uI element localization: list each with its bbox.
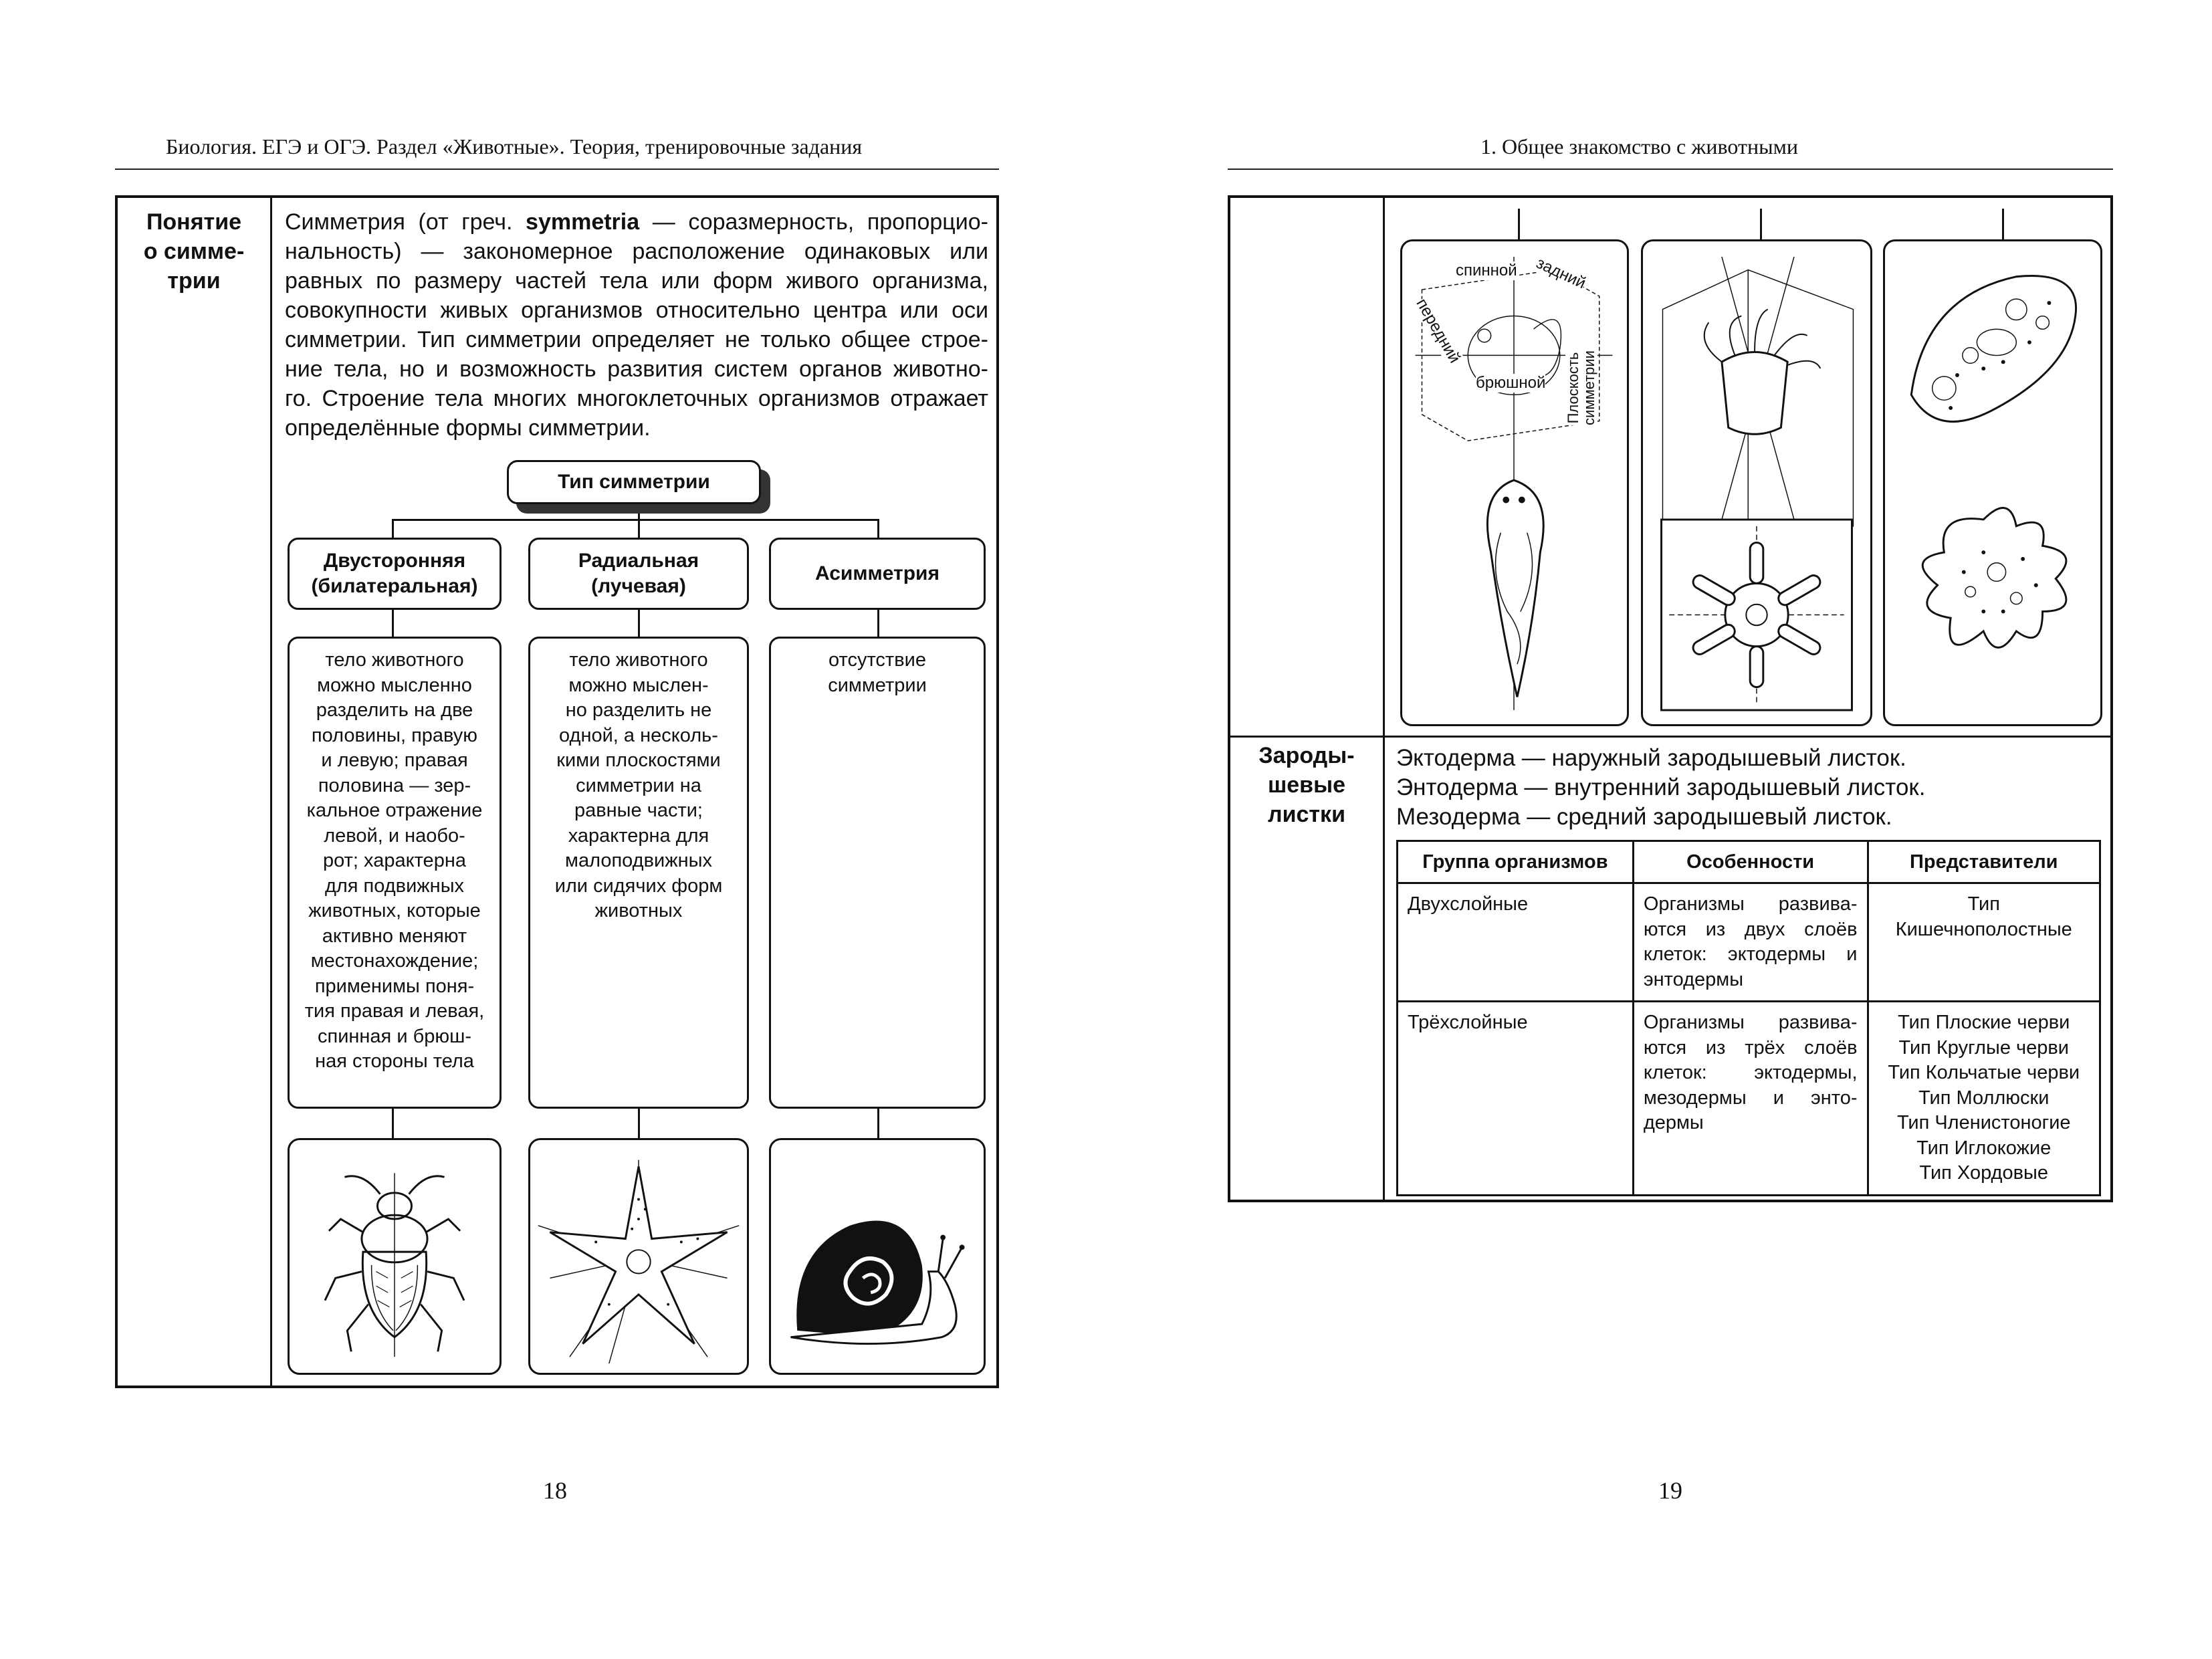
connector bbox=[392, 1109, 394, 1138]
label-dorsal: спинной bbox=[1456, 261, 1517, 280]
row-divider bbox=[1228, 736, 2113, 738]
symmetry-type-root: Тип симметрии bbox=[507, 460, 761, 504]
germ-layers-table bbox=[1396, 840, 2101, 1196]
connector bbox=[638, 1109, 640, 1138]
radial-type-box: Радиальная (лучевая) bbox=[528, 538, 749, 610]
connector bbox=[877, 519, 879, 539]
asymmetry-description: отсутствие симметрии bbox=[769, 637, 986, 1109]
running-head-left: Биология. ЕГЭ и ОГЭ. Раздел «Животные». Теория, тренировочные задания bbox=[166, 134, 863, 158]
connector bbox=[2002, 209, 2004, 241]
bilateral-description: тело животного можно мысленно разделить на две половины, правую и левую; правая половина — зер- кальное отражение левой, и наобо- рот; характерна для подвижных животных, которые активно меняют местонахождение; применимы поня- тия правая и левая, спинная и брюш- ная стороны тела bbox=[288, 637, 502, 1109]
asymmetry-examples-panel bbox=[1883, 239, 2102, 726]
label-ventral: брюшной bbox=[1476, 374, 1546, 392]
connector bbox=[1760, 209, 1762, 241]
connector bbox=[1518, 209, 1520, 241]
snail-image bbox=[769, 1138, 986, 1375]
connector bbox=[638, 519, 640, 539]
symmetry-definition: Симметрия (от греч. symmetria — соразмерность, пропорцио- нальность) — закономерное расположение одинаковых или равных по размеру частей тела или форм живого организма, совокупности живых организмов относительно центра или оси симметрии. Тип симметрии определяет не только общее строе- ние тела, но и возможность развития систем органов животно- го. Строение тела многих многоклеточных организмов отражает определённые формы симметрии. bbox=[285, 209, 988, 441]
features-cell: Организмы развива- ются из двух слоёв клеток: эктодермы и энтодермы bbox=[1633, 883, 1868, 1002]
table-row bbox=[1398, 1002, 2100, 1196]
label-symmetry-plane: Плоскость симметрии bbox=[1564, 350, 1597, 425]
features-cell: Организмы развива- ются из трёх слоёв клеток: эктодермы, мезодермы и энто- дермы bbox=[1633, 1002, 1868, 1196]
label-anterior: передний bbox=[1412, 295, 1464, 366]
beetle-image bbox=[288, 1138, 502, 1375]
sea-anemone-icon bbox=[1643, 241, 1870, 724]
page-number-left: 18 bbox=[543, 1477, 567, 1504]
header-rule-right bbox=[1228, 169, 2113, 170]
connector bbox=[877, 610, 879, 638]
running-head-right: 1. Общее знакомство с животными bbox=[1480, 134, 1798, 158]
group-cell: Трёхслойные bbox=[1398, 1002, 1634, 1196]
term-column-divider bbox=[270, 195, 272, 1388]
bilateral-examples-panel bbox=[1400, 239, 1629, 726]
right-page bbox=[1106, 0, 2212, 1659]
connector bbox=[392, 519, 394, 539]
connector bbox=[877, 1109, 879, 1138]
page-number-right: 19 bbox=[1658, 1477, 1682, 1504]
paramecium-amoeba-icon bbox=[1885, 241, 2100, 724]
header-representatives: Представители bbox=[1868, 841, 2100, 883]
endoderm-line: Энтодерма — внутренний зародышевый листок. bbox=[1396, 774, 1926, 800]
bilateral-type-box: Двусторонняя (билатеральная) bbox=[288, 538, 502, 610]
radial-examples-panel bbox=[1641, 239, 1872, 726]
label-posterior: задний bbox=[1533, 253, 1589, 293]
radial-description: тело животного можно мыслен- но разделить не одной, а несколь- кими плоскостями симметрии на равные части; характерна для малоподвижных или сидячих форм животных bbox=[528, 637, 749, 1109]
starfish-icon bbox=[530, 1140, 747, 1373]
representatives-cell: Тип Плоские черви Тип Круглые черви Тип Кольчатые черви Тип Моллюски Тип Членистоногие Тип Иглокожие Тип Хордовые bbox=[1868, 1002, 2100, 1196]
header-features: Особенности bbox=[1633, 841, 1868, 883]
connector bbox=[392, 519, 879, 521]
snail-icon bbox=[771, 1140, 984, 1373]
connector bbox=[638, 610, 640, 638]
term-column-divider bbox=[1383, 195, 1385, 1202]
starfish-image bbox=[528, 1138, 749, 1375]
header-rule-left bbox=[115, 169, 999, 170]
asymmetry-type-box: Асимметрия bbox=[769, 538, 986, 610]
ectoderm-line: Эктодерма — наружный зародышевый листок. bbox=[1396, 745, 1906, 771]
term-symmetry: Понятие о симме- трии bbox=[143, 209, 245, 294]
header-group: Группа организмов bbox=[1398, 841, 1634, 883]
term-germ-layers: Зароды- шевые листки bbox=[1258, 743, 1355, 827]
table-row bbox=[1398, 883, 2100, 1002]
mesoderm-line: Мезодерма — средний зародышевый листок. bbox=[1396, 804, 1892, 830]
group-cell: Двухслойные bbox=[1398, 883, 1634, 1002]
connector bbox=[392, 610, 394, 638]
representatives-cell: Тип Кишечнополостные bbox=[1868, 883, 2100, 1002]
table-header-row bbox=[1398, 841, 2100, 883]
beetle-icon bbox=[290, 1140, 500, 1373]
